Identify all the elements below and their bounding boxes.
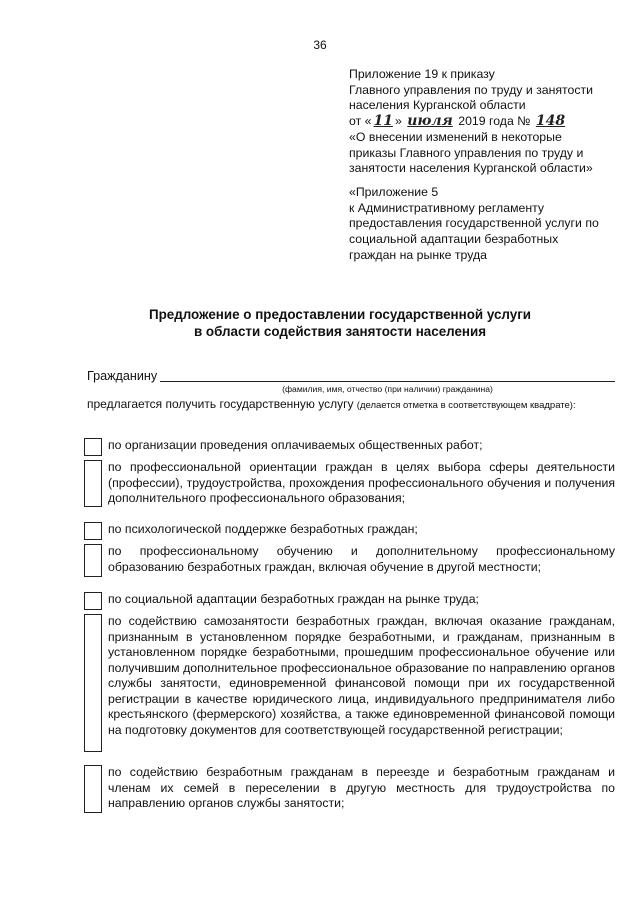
appendix-line-7: занятости населения Курганской области» <box>349 161 593 176</box>
service-item <box>84 614 616 754</box>
appendix5-line-2: к Административному регламенту <box>349 200 545 215</box>
service-item <box>84 438 616 456</box>
document-title <box>60 306 620 340</box>
service-checkbox[interactable] <box>84 614 102 752</box>
citizen-caption: (фамилия, имя, отчество (при наличии) гражданина) <box>282 384 493 394</box>
service-item <box>84 592 616 610</box>
handwritten-number: 148 <box>535 113 566 130</box>
service-item <box>84 522 616 540</box>
handwritten-day: 11 <box>373 113 393 130</box>
appendix-line-1: Приложение 19 к приказу <box>349 67 495 81</box>
date-year: 2019 года № <box>458 114 531 129</box>
citizen-name-field[interactable] <box>160 381 615 382</box>
title-line-1: Предложение о предоставлении государственной услуги <box>148 307 532 322</box>
offer-text: предлагается получить государственную услугу <box>87 397 354 411</box>
service-item <box>84 544 616 578</box>
offer-note: (делается отметка в соответствующем квадрате): <box>356 400 576 411</box>
appendix-line-6: приказы Главного управления по труду и <box>349 145 584 160</box>
appendix5-line-1: «Приложение 5 <box>349 185 439 199</box>
service-text: по содействию самозанятости безработных граждан, включая оказание гражданам, признанным в установленном порядке безработными, и гражданам, признанным в установленном порядке безработными, прошедшим профессиональное обучение или получившим дополнительное профессиональное образование по направлению органов службы занятости, единовременной финансовой помощи при их государственной регистрации в качестве юридического лица, индивидуального предпринимателя либо крестьянского (фермерского) хозяйства, а также единовременной финансовой помощи на подготовку документов для соответствующей государственной регистрации; <box>108 614 615 737</box>
handwritten-month: июля <box>407 113 453 130</box>
service-checkbox[interactable] <box>84 522 102 540</box>
date-mid: » <box>394 114 402 129</box>
appendix-line-5: «О внесении изменений в некоторые <box>349 129 562 144</box>
service-checkbox[interactable] <box>84 460 102 507</box>
appendix-order-date <box>349 114 619 130</box>
page-number: 36 <box>313 38 327 52</box>
service-text: по профессиональной ориентации граждан в целях выбора сферы деятельности (профессии), трудоустройства, прохождения профессионального обучения и получения дополнительного профессионального образования; <box>108 460 615 505</box>
service-checkbox[interactable] <box>84 592 102 610</box>
appendix-line-3: населения Курганской области <box>349 98 526 113</box>
service-item <box>84 765 616 815</box>
service-text: по организации проведения оплачиваемых общественных работ; <box>108 438 483 452</box>
service-checkbox[interactable] <box>84 544 102 577</box>
date-prefix: от « <box>349 114 372 129</box>
appendix5-line-4: социальной адаптации безработных <box>349 232 559 247</box>
appendix5-header <box>349 185 619 264</box>
citizen-label: Гражданину <box>87 369 158 383</box>
appendix-line-2: Главного управления по труду и занятости <box>349 82 594 97</box>
appendix-header <box>349 67 619 177</box>
service-item <box>84 460 616 508</box>
appendix5-line-5: граждан на рынке труда <box>349 247 487 262</box>
service-text: по профессиональному обучению и дополнительному профессиональному образованию безработных граждан, включая обучение в другой местности; <box>108 544 615 574</box>
service-text: по психологической поддержке безработных граждан; <box>108 522 418 536</box>
service-checkbox[interactable] <box>84 438 102 456</box>
service-text: по содействию безработным гражданам в переезде и безработным гражданам и членам их семей в переселении в другую местность для трудоустройства по направлению органов службы занятости; <box>108 765 615 810</box>
service-checkbox[interactable] <box>84 765 102 813</box>
appendix5-line-3: предоставления государственной услуги по <box>349 216 599 231</box>
service-text: по социальной адаптации безработных граждан на рынке труда; <box>108 592 479 606</box>
offer-paragraph <box>87 397 615 414</box>
title-line-2: в области содействия занятости населения <box>193 324 487 339</box>
